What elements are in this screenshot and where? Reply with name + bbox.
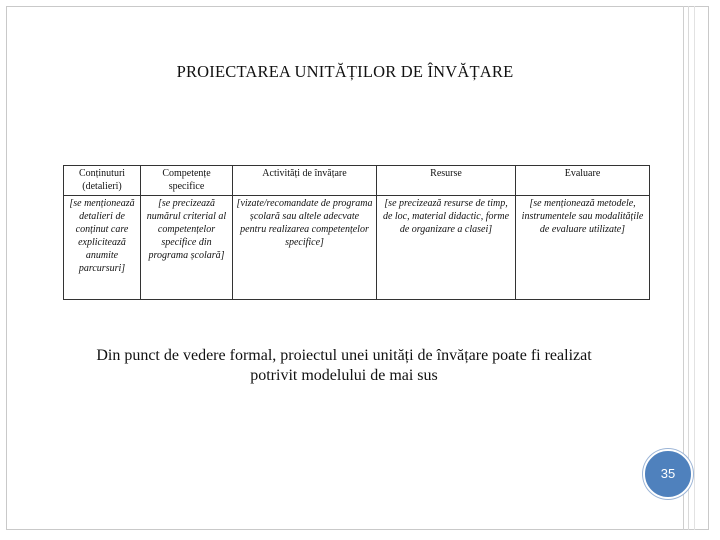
cell-evaluare: [se menționează metodele, instrumentele sau modalitățile de evaluare utilizate] <box>516 196 650 300</box>
table-header-row <box>64 166 650 196</box>
header-activitati: Activități de învățare <box>233 166 377 196</box>
cell-resurse: [se precizează resurse de timp, de loc, material didactic, forme de organizare a clasei] <box>377 196 516 300</box>
header-continuturi: Conținuturi (detalieri) <box>64 166 141 196</box>
cell-activitati: [vizate/recomandate de programa școlară sau altele adecvate pentru realizarea competențelor specifice] <box>233 196 377 300</box>
unit-plan-table <box>63 165 650 300</box>
header-competente: Competențe specifice <box>141 166 233 196</box>
header-resurse: Resurse <box>377 166 516 196</box>
slide-title: PROIECTAREA UNITĂȚILOR DE ÎNVĂȚARE <box>176 62 514 81</box>
cell-continuturi: [se menționează detalieri de conținut care explicitează anumite parcursuri] <box>64 196 141 300</box>
slide-caption: Din punct de vedere formal, proiectul unei unități de învățare poate fi realizat potrivit modelului de mai sus <box>96 347 592 384</box>
table-row <box>64 196 650 300</box>
decorative-rail <box>688 6 689 530</box>
cell-competente: [se precizează numărul criterial al competențelor specifice din programa școlară] <box>141 196 233 300</box>
page-number-badge: 35 <box>643 449 693 499</box>
decorative-rail <box>694 6 695 530</box>
decorative-rail <box>683 6 684 530</box>
header-evaluare: Evaluare <box>516 166 650 196</box>
